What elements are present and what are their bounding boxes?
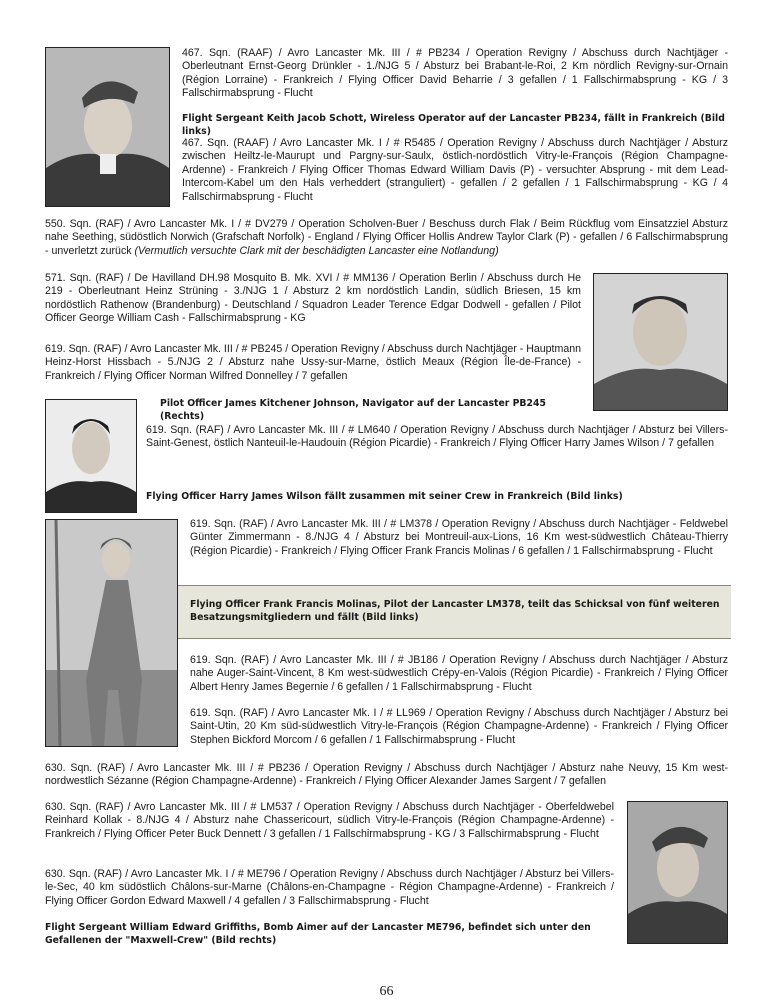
entry-550-dv279-text: 550. Sqn. (RAF) / Avro Lancaster Mk. I / # DV279 / Operation Scholven-Buer / Beschuss durch Flak / Beim Rückflug vom Einsatzziel Absturz nahe Seething, südöstlich Norwich (Grafschaft Norfolk) - England / Flying Officer Hollis Andrew Taylor Clark (P) - gefallen / 6 Fallschirmabsprung - unverletzt zurück	[45, 218, 728, 257]
caption-johnson: Pilot Officer James Kitchener Johnson, Navigator auf der Lancaster PB245 (Rechts)	[160, 398, 546, 422]
entry-619-ll969: 619. Sqn. (RAF) / Avro Lancaster Mk. I / # LL969 / Operation Revigny / Abschuss durch Nachtjäger / Absturz bei Saint-Utin, 20 Km süd-südwestlich Vitry-le-François (Région Champagne-Ardenne) - Frankreich / Flying Officer Stephen Bickford Morcom / 6 gefallen / 1 Fallschirmabsprung - Flucht	[190, 707, 728, 746]
photo-william-edward-griffiths	[627, 801, 728, 944]
caption-molinas: Flying Officer Frank Francis Molinas, Pilot der Lancaster LM378, teilt das Schicksal von fünf weiteren Besatzungsmitgliedern und fällt (Bild links)	[190, 599, 720, 623]
entry-467-pb234: 467. Sqn. (RAAF) / Avro Lancaster Mk. III / # PB234 / Operation Revigny / Abschuss durch Nachtjäger - Oberleutnant Ernst-Georg Drünkler - 1./NJG 5 / Absturz bei Brabant-le-Roi, 2 Km nördlich Revigny-sur-Ornain (Région Lorraine) - Frankreich / Flying Officer David Beharrie / 3 gefallen / 1 Fallschirmabsprung - KG / 3 Fallschirmabsprung - Flucht	[182, 47, 728, 100]
entry-630-pb236: 630. Sqn. (RAF) / Avro Lancaster Mk. III / # PB236 / Operation Revigny / Abschuss durch Nachtjäger / Absturz nahe Neuvy, 15 Km west-nordwestlich Sézanne (Région Champagne-Ardenne) - Frankreich / Flying Officer Alexander James Sargent / 7 gefallen	[45, 762, 728, 788]
caption-griffiths: Flight Sergeant William Edward Griffiths, Bomb Aimer auf der Lancaster ME796, befindet sich unter den Gefallenen der "Maxwell-Crew" (Bild rechts)	[45, 922, 591, 946]
entry-467-r5485: 467. Sqn. (RAAF) / Avro Lancaster Mk. I / # R5485 / Operation Revigny / Abschuss durch Nachtjäger / Absturz zwischen Heiltz-le-Maurupt und Pargny-sur-Saulx, östlich-nordöstlich Vitry-le-François (Région Champagne-Ardenne) - Frankreich / Flying Officer Thomas Edward William Davis (P) - versuchter Absprung - mit dem Lead-Intercom-Kabel um den Hals verheddert (stranguliert) - gefallen / 2 gefallen / 1 Fallschirmabsprung - KG / 4 Fallschirmabsprung - Flucht	[182, 137, 728, 203]
photo-keith-jacob-schott	[45, 47, 170, 207]
entry-630-lm537: 630. Sqn. (RAF) / Avro Lancaster Mk. III / # LM537 / Operation Revigny / Abschuss durch Nachtjäger - Oberfeldwebel Reinhard Kollak - 8./NJG 4 / Absturz nahe Chassericourt, südlich Vitry-le-François (Région Champagne-Ardenne) - Frankreich / Flying Officer Peter Buck Dennett / 3 gefallen / 1 Fallschirmabsprung - KG / 3 Fallschirmabsprung - Flucht	[45, 801, 614, 840]
entry-619-lm640: 619. Sqn. (RAF) / Avro Lancaster Mk. III / # LM640 / Operation Revigny / Abschuss durch Nachtjäger / Absturz bei Villers-Saint-Genest, östlich Nanteuil-le-Haudouin (Région Picardie) - Frankreich / Flying Officer Harry James Wilson / 7 gefallen	[146, 424, 728, 450]
entry-550-dv279-note: (Vermutlich versuchte Clark mit der beschädigten Lancaster eine Notlandung)	[134, 244, 499, 257]
photo-frank-francis-molinas	[45, 519, 178, 747]
photo-harry-james-wilson	[45, 399, 137, 513]
entry-550-dv279	[45, 218, 728, 258]
entry-630-me796: 630. Sqn. (RAF) / Avro Lancaster Mk. I / # ME796 / Operation Revigny / Abschuss durch Nachtjäger / Absturz bei Villers-le-Sec, 40 km südöstlich Châlons-sur-Marne (Châlons-en-Champagne - Région Champagne-Ardenne) - Frankreich / Flying Officer Gordon Edward Maxwell / 4 gefallen / 3 Fallschirmabsprung - Flucht	[45, 868, 614, 907]
entry-619-jb186: 619. Sqn. (RAF) / Avro Lancaster Mk. III / # JB186 / Operation Revigny / Abschuss durch Nachtjäger / Absturz nahe Auger-Saint-Vincent, 8 Km west-südwestlich Crépy-en-Valois (Région Picardie) - Frankreich / Flying Officer Albert Henry James Begernie / 6 gefallen / 1 Fallschirmabsprung - Flucht	[190, 654, 728, 693]
entry-619-pb245: 619. Sqn. (RAF) / Avro Lancaster Mk. III / # PB245 / Operation Revigny / Abschuss durch Nachtjäger - Hauptmann Heinz-Horst Hissbach - 5./NJG 2 / Absturz nahe Ussy-sur-Marne, östlich Meaux (Région Île-de-France) - Frankreich / Flying Officer Norman Wilfred Donnelley / 7 gefallen	[45, 343, 581, 382]
entry-571-mm136: 571. Sqn. (RAF) / De Havilland DH.98 Mosquito B. Mk. XVI / # MM136 / Operation Berlin / Abschuss durch He 219 - Oberleutnant Heinz Strüning - 3./NJG 1 / Absturz 2 km nordöstlich Landin, südlich Briesen, 15 km nordöstlich Rathenow (Brandenburg) - Deutschland / Squadron Leader Terence Edgar Dodwell - gefallen / Pilot Officer George William Cash - Fallschirmabsprung - KG	[45, 272, 581, 325]
caption-schott: Flight Sergeant Keith Jacob Schott, Wireless Operator auf der Lancaster PB234, fällt in Frankreich (Bild links)	[182, 113, 725, 137]
photo-james-kitchener-johnson	[593, 273, 728, 411]
caption-wilson: Flying Officer Harry James Wilson fällt zusammen mit seiner Crew in Frankreich (Bild links)	[146, 491, 623, 502]
page-number: 66	[379, 984, 394, 999]
entry-619-lm378: 619. Sqn. (RAF) / Avro Lancaster Mk. III / # LM378 / Operation Revigny / Abschuss durch Nachtjäger - Feldwebel Günter Zimmermann - 8./NJG 4 / Absturz bei Montreuil-aux-Lions, 16 Km west-südwestlich Château-Thierry (Région Picardie) - Frankreich / Flying Officer Frank Francis Molinas / 6 gefallen / 1 Fallschirmabsprung - Flucht	[190, 518, 728, 557]
